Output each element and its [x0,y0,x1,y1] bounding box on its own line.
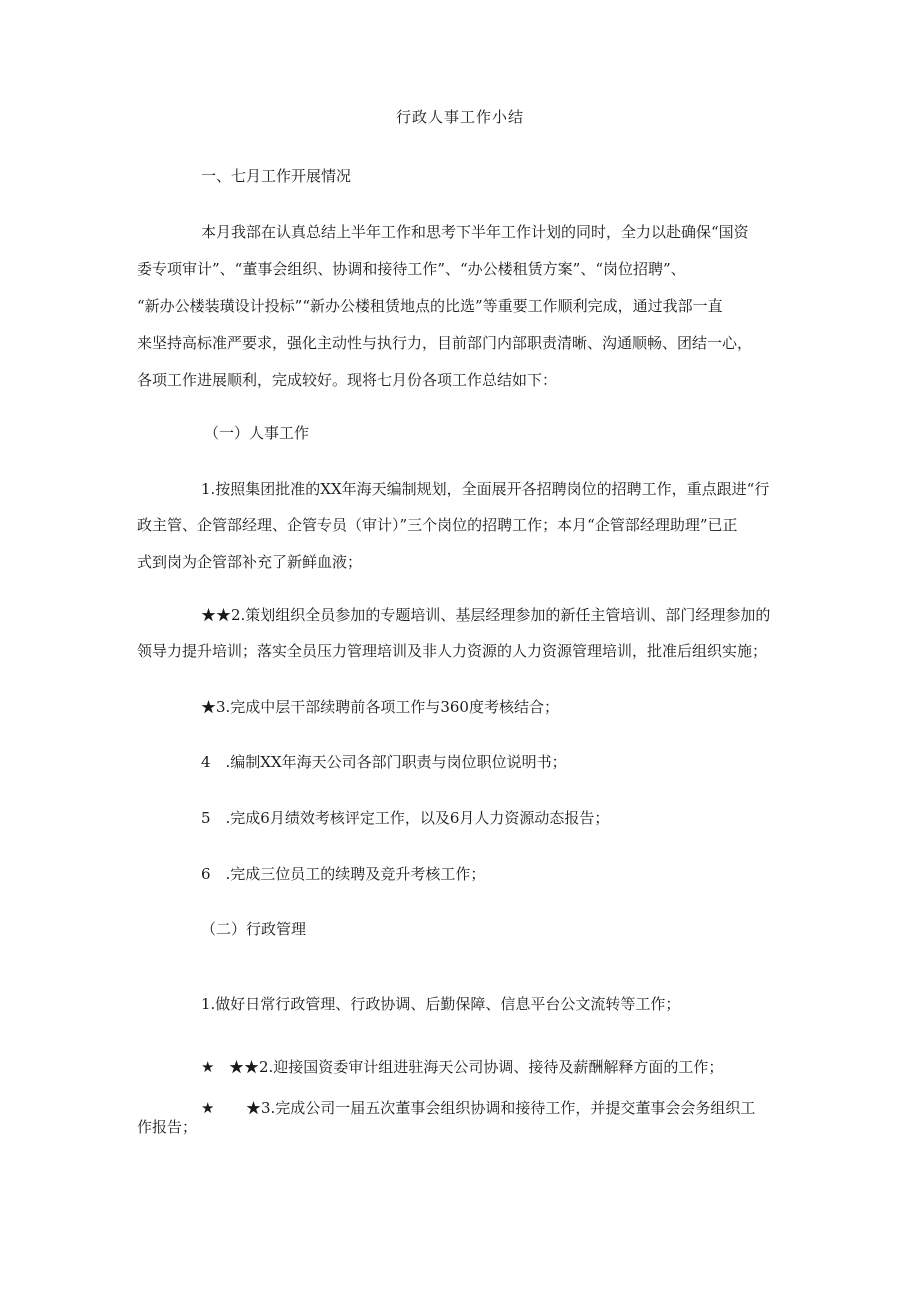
hr-item-5: 5 .完成6月绩效考核评定工作，以及6月人力资源动态报告； [201,809,610,827]
subsection-heading-admin: （二）行政管理 [201,920,307,938]
intro-line-2: 委专项审计”、“董事会组织、协调和接待工作”、“办公楼租赁方案”、“岗位招聘”、 [137,260,686,278]
intro-line-1: 本月我部在认真总结上半年工作和思考下半年工作计划的同时，全力以赴确保“国资 [201,223,749,241]
admin-item-3-line-2: 作报告； [137,1118,198,1136]
admin-item-2: ★★2.迎接国资委审计组进驻海天公司协调、接待及薪酬解释方面的工作； [229,1058,724,1076]
intro-line-5: 各项工作进展顺利，完成较好。现将七月份各项工作总结如下： [137,371,558,389]
admin-item-1: 1.做好日常行政管理、行政协调、后勤保障、信息平台公文流转等工作； [201,995,681,1013]
hr-item-3: ★3.完成中层干部续聘前各项工作与360度考核结合； [201,698,559,716]
hr-item-2-line-1: ★★2.策划组织全员参加的专题培训、基层经理参加的新任主管培训、部门经理参加的 [201,606,771,624]
hr-item-4: 4 .编制XX年海天公司各部门职责与岗位职位说明书； [201,753,567,771]
hr-item-1-line-2: 政主管、企管部经理、企管专员（审计）”三个岗位的招聘工作；本月“企管部经理助理”已正 [137,516,738,534]
hr-item-2-line-2: 领导力提升培训；落实全员压力管理培训及非人力资源的人力资源管理培训，批准后组织实施； [137,642,768,660]
hr-item-1-line-3: 式到岗为企管部补充了新鲜血液； [137,553,363,571]
star-mark: ★ [201,1099,215,1117]
subsection-heading-hr: （一）人事工作 [204,424,310,442]
star-mark: ★ [201,1058,215,1076]
document-title: 行政人事工作小结 [395,108,524,126]
section-heading-july: 一、七月工作开展情况 [201,167,352,185]
hr-item-6: 6 .完成三位员工的续聘及竞升考核工作； [201,865,486,883]
hr-item-1-line-1: 1.按照集团批准的XX年海天编制规划，全面展开各招聘岗位的招聘工作，重点跟进“行 [201,480,770,498]
intro-line-3: “新办公楼装璜设计投标”“新办公楼租赁地点的比选”等重要工作顺利完成，通过我部一直 [137,297,723,315]
intro-line-4: 来坚持高标准严要求，强化主动性与执行力，目前部门内部职责清晰、沟通顺畅、团结一心， [137,334,753,352]
admin-item-3-line-1: ★3.完成公司一届五次董事会组织协调和接待工作，并提交董事会会务组织工 [246,1099,756,1117]
